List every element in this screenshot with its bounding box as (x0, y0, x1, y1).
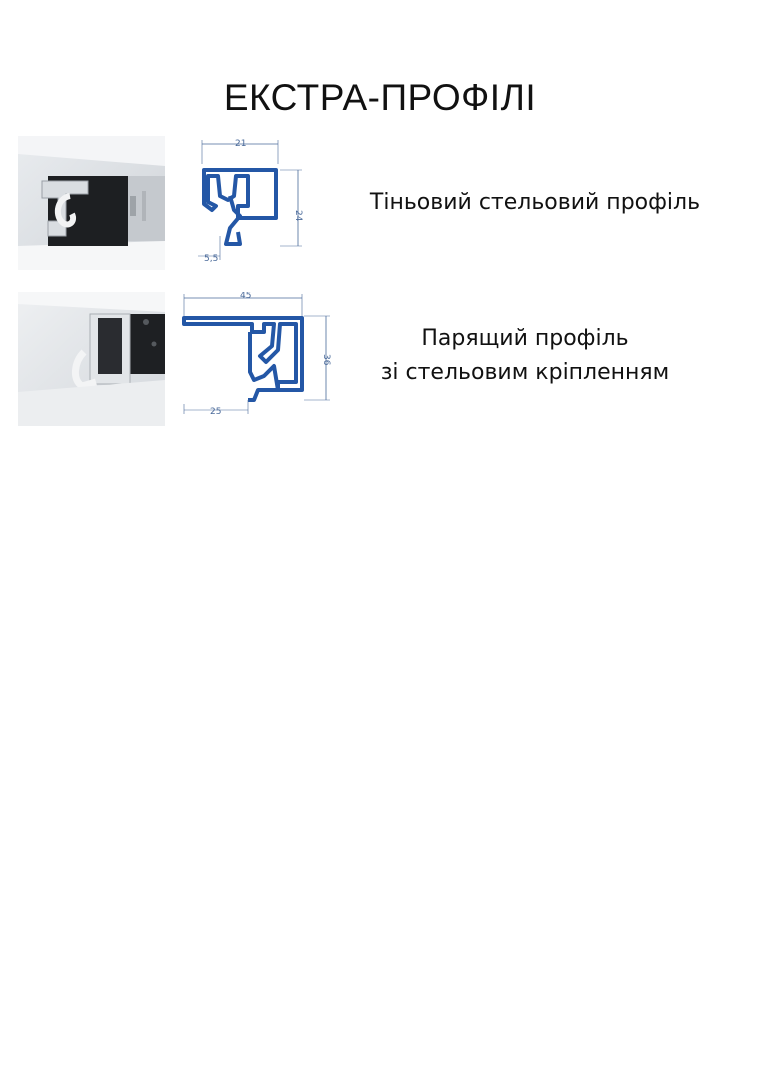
floating-profile-photo (18, 292, 165, 426)
profile-name-line1: Парящий профіль (421, 326, 629, 351)
profile-row-floating (0, 292, 760, 428)
page-title: ЕКСТРА-ПРОФІЛІ (223, 76, 537, 118)
dim-height-label: 36 (321, 354, 331, 366)
shadow-profile-drawing (190, 136, 320, 270)
dim-width-label: 45 (240, 292, 252, 301)
dim-offset-label: 5,5 (204, 254, 219, 264)
profile-row-shadow (0, 136, 760, 272)
profile-name-line2: зі стельовим кріпленням (380, 360, 670, 385)
dim-offset-label: 25 (210, 407, 222, 417)
dim-height-label: 24 (293, 210, 303, 222)
floating-profile-drawing (178, 292, 338, 426)
profile-name (330, 322, 720, 390)
profile-name: Тіньовий стельовий профіль (369, 190, 701, 215)
shadow-profile-photo (18, 136, 165, 270)
dim-width-label: 21 (235, 139, 247, 149)
